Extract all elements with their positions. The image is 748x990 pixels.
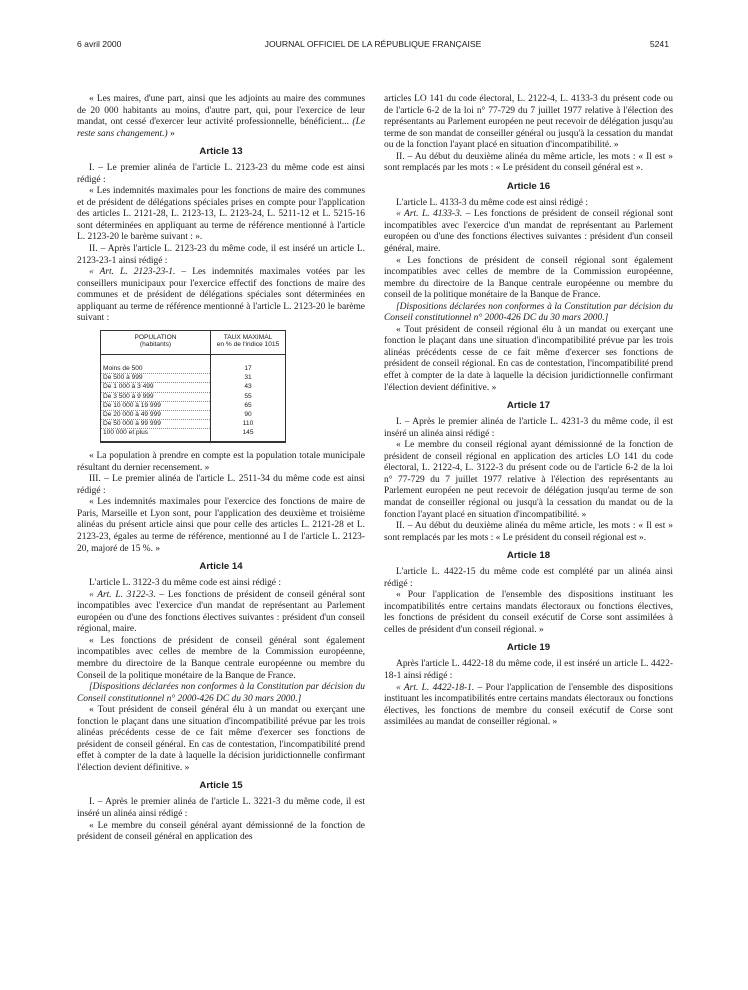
paragraph: « Pour l'application de l'ensemble des dispositions instituant les incompatibilités entre certains mandats électoraux ou fonctions électives, les fonctions de président du conseil exécutif de Corse sont assimilées à celles de président d'un conseil régional. » (384, 590, 673, 635)
article-15-heading: Article 15 (199, 780, 243, 792)
table-row: De 50 000 à 99 999 110 (101, 420, 285, 429)
paragraph: « Les fonctions de président de conseil régional sont également incompatibles avec celles de membre de la Commission européenne, membre du directoire de la Banque centrale européenne ou membre du conseil de la politique monétaire de la Banque de France. (384, 255, 673, 301)
table-header-population: POPULATION (habitants) (101, 331, 211, 355)
article-14-heading: Article 14 (199, 561, 243, 573)
paragraph: I. – Après le premier alinéa de l'article L. 3221-3 du même code, il est inséré un alinéa ainsi rédigé : (77, 797, 365, 819)
paragraph: L'article L. 4133-3 du même code est ainsi rédigé : (396, 197, 588, 208)
paragraph: « Les fonctions de président de conseil général sont également incompatibles avec celles de membre de la Commission européenne, membre du directoire de la Banque centrale européenne ou membre du Conseil de la politique monétaire de la Banque de France. (77, 635, 365, 681)
paragraph: II. – Au début du deuxième alinéa du même article, les mots : « Il est » sont remplacés par les mots : « Le président du conseil général est ». (384, 151, 673, 174)
paragraph: L'article L. 4422-15 du même code est complété par un alinéa ainsi rédigé : (384, 567, 673, 589)
right-column (384, 94, 673, 729)
table-row: De 20 000 à 49 999 90 (101, 411, 285, 420)
table-row: De 500 à 999 31 (101, 374, 285, 383)
paragraph: « Tout président de conseil régional élu à un mandat ou exerçant une fonction le plaçant dans une situation d'incompatibilité prévue par les trois alinéas précédents cesse de ce fait même d'exercer ses fonctions de président de conseil régional. En cas de contestation, l'incompatibilité prend effet à compter de la date à laquelle la décision juridictionnelle confirmant l'élection devient définitive. » (384, 324, 673, 393)
table-row: De 3 500 à 9 999 55 (101, 392, 285, 401)
paragraph: « Le membre du conseil régional ayant démissionné de la fonction de président de conseil régional en application des articles LO 141 du code électoral, L. 2122-4, L. 3122-3 du présent code ou de l'article 6-2 de la loi n° 77-729 du 7 juillet 1977 relative à l'élection des représentants au Parlement européen ne peut recevoir de délégation jusqu'au terme de son mandat de conseiller régional ou jusqu'à la cessation du mandat ou de la fonction l'ayant placé en situation d'incompatibilité. » (384, 440, 673, 520)
paragraph-censored-notice: [Dispositions déclarées non conformes à la Constitution par décision du Conseil constitutionnel n° 2000-426 DC du 30 mars 2000.] (384, 301, 673, 324)
paragraph: I. – Le premier alinéa de l'article L. 2123-23 du même code est ainsi rédigé : (77, 163, 365, 185)
paragraph: Après l'article L. 4422-18 du même code, il est inséré un article L. 4422-18-1 ainsi rédigé : (384, 659, 673, 681)
paragraph: « Art. L. 3122-3. – Les fonctions de président de conseil général sont incompatibles avec l'exercice d'un mandat de représentant au Parlement européen ou d'une des fonctions électives suivantes : président d'un conseil régional, maire. (77, 589, 365, 635)
article-17-heading: Article 17 (506, 400, 551, 412)
page-header (77, 39, 669, 53)
paragraph: I. – Après le premier alinéa de l'article L. 4231-3 du même code, il est inséré un alinéa ainsi rédigé : (384, 417, 673, 439)
article-16-heading: Article 16 (506, 180, 551, 192)
paragraph: L'article L. 3122-3 du même code est ainsi rédigé : (89, 578, 281, 589)
paragraph: articles LO 141 du code électoral, L. 2122-4, L. 4133-3 du présent code ou de l'article 6-2 de la loi n° 77-729 du 7 juillet 1977 relative à l'élection des représentants au Parlement européen ne peut recevoir de délégation jusqu'au terme de son mandat de conseiller général ou jusqu'à la cessation du mandat ou de la fonction l'ayant placé en situation d'incompatibilité. » (384, 94, 673, 151)
population-rate-table (100, 330, 286, 443)
paragraph: « Les indemnités maximales pour les fonctions de maire des communes et de président de délégations spéciales prises en compte pour l'application des articles L. 2121-28, L. 2123-13, L. 2123-24, L. 5211-12 et L. 5215-16 sont déterminées en appliquant au terme de référence mentionné à l'article L. 2123-20 le barème suivant : ». (77, 186, 365, 243)
table-row: De 10 000 à 19 999 65 (101, 401, 285, 410)
article-13-heading: Article 13 (199, 146, 243, 158)
paragraph: « Art. L. 4422-18-1. – Pour l'application de l'ensemble des dispositions instituant les incompatibilités entre certains mandats électoraux ou fonctions électives, les fonctions de membre du conseil exécutif de Corse sont assimilées au mandat de conseiller régional. » (384, 682, 673, 728)
paragraph: II. – Après l'article L. 2123-23 du même code, il est inséré un article L. 2123-23-1 ainsi rédigé : (77, 244, 365, 266)
article-18-heading: Article 18 (506, 550, 551, 562)
table-row: 100 000 et plus 145 (101, 429, 285, 441)
paragraph: « Art. L. 2123-23-1. – Les indemnités maximales votées par les conseillers municipaux pour l'exercice effectif des fonctions de maire des communes et de président de délégations spéciales sont déterminées en appliquant au terme de référence mentionné à l'article L. 2123-20 le barème suivant : (77, 267, 365, 324)
paragraph: « Tout président de conseil général élu à un mandat ou exerçant une fonction le plaçant dans une situation d'incompatibilité prévue par les trois alinéas précédents cesse de ce fait même d'exercer ses fonctions de président de conseil général. En cas de contestation, l'incompatibilité prend effet à compter de la date à laquelle la décision juridictionnelle confirmant l'élection devient définitive. » (77, 705, 365, 773)
table-row: De 1 000 à 3 499 43 (101, 383, 285, 392)
paragraph: « Art. L. 4133-3. – Les fonctions de président de conseil régional sont incompatibles avec l'exercice d'un mandat de représentant au Parlement européen ou d'une des fonctions électives suivantes : président d'un conseil général, maire. (384, 209, 673, 255)
header-page-number: 5241 (649, 39, 669, 49)
article-19-heading: Article 19 (506, 642, 551, 654)
paragraph: « Les maires, d'une part, ainsi que les adjoints au maire des communes de 20 000 habitants au moins, d'autre part, qui, pour l'exercice de leur mandat, ont cessé d'exercer leur activité professionnelle, bénéficient... (Le reste sans changement.) » (77, 94, 366, 139)
paragraph: « Le membre du conseil général ayant démissionné de la fonction de président de conseil général en application des (77, 820, 365, 843)
paragraph: « Les indemnités maximales pour l'exercice des fonctions de maire de Paris, Marseille et Lyon sont, pour l'application des deuxième et troisième alinéas du présent article ainsi que pour celle des articles L. 2121-28 et L. 2123-23, égales au terme de référence, mentionné au I de l'article L. 2123-20, majoré de 15 %. » (77, 497, 365, 554)
left-column (77, 94, 365, 844)
table-header-rate: TAUX MAXIMAL en % de l'indice 1015 (211, 331, 286, 355)
paragraph: II. – Au début du deuxième alinéa du même article, les mots : « Il est » sont remplacés par les mots : « Le président du conseil régional est ». (384, 521, 673, 543)
table-row: Moins de 500 17 (101, 365, 285, 374)
header-date: 6 avril 2000 (77, 39, 122, 49)
paragraph: III. – Le premier alinéa de l'article L. 2511-34 du même code est ainsi rédigé : (77, 474, 365, 496)
header-journal-title: JOURNAL OFFICIEL DE LA RÉPUBLIQUE FRANÇAISE (264, 39, 482, 49)
paragraph: « La population à prendre en compte est la population totale municipale résultant du dernier recensement. » (77, 451, 365, 473)
paragraph-censored-notice: [Dispositions déclarées non conformes à la Constitution par décision du Conseil constitutionnel n° 2000-426 DC du 30 mars 2000.] (77, 682, 365, 704)
